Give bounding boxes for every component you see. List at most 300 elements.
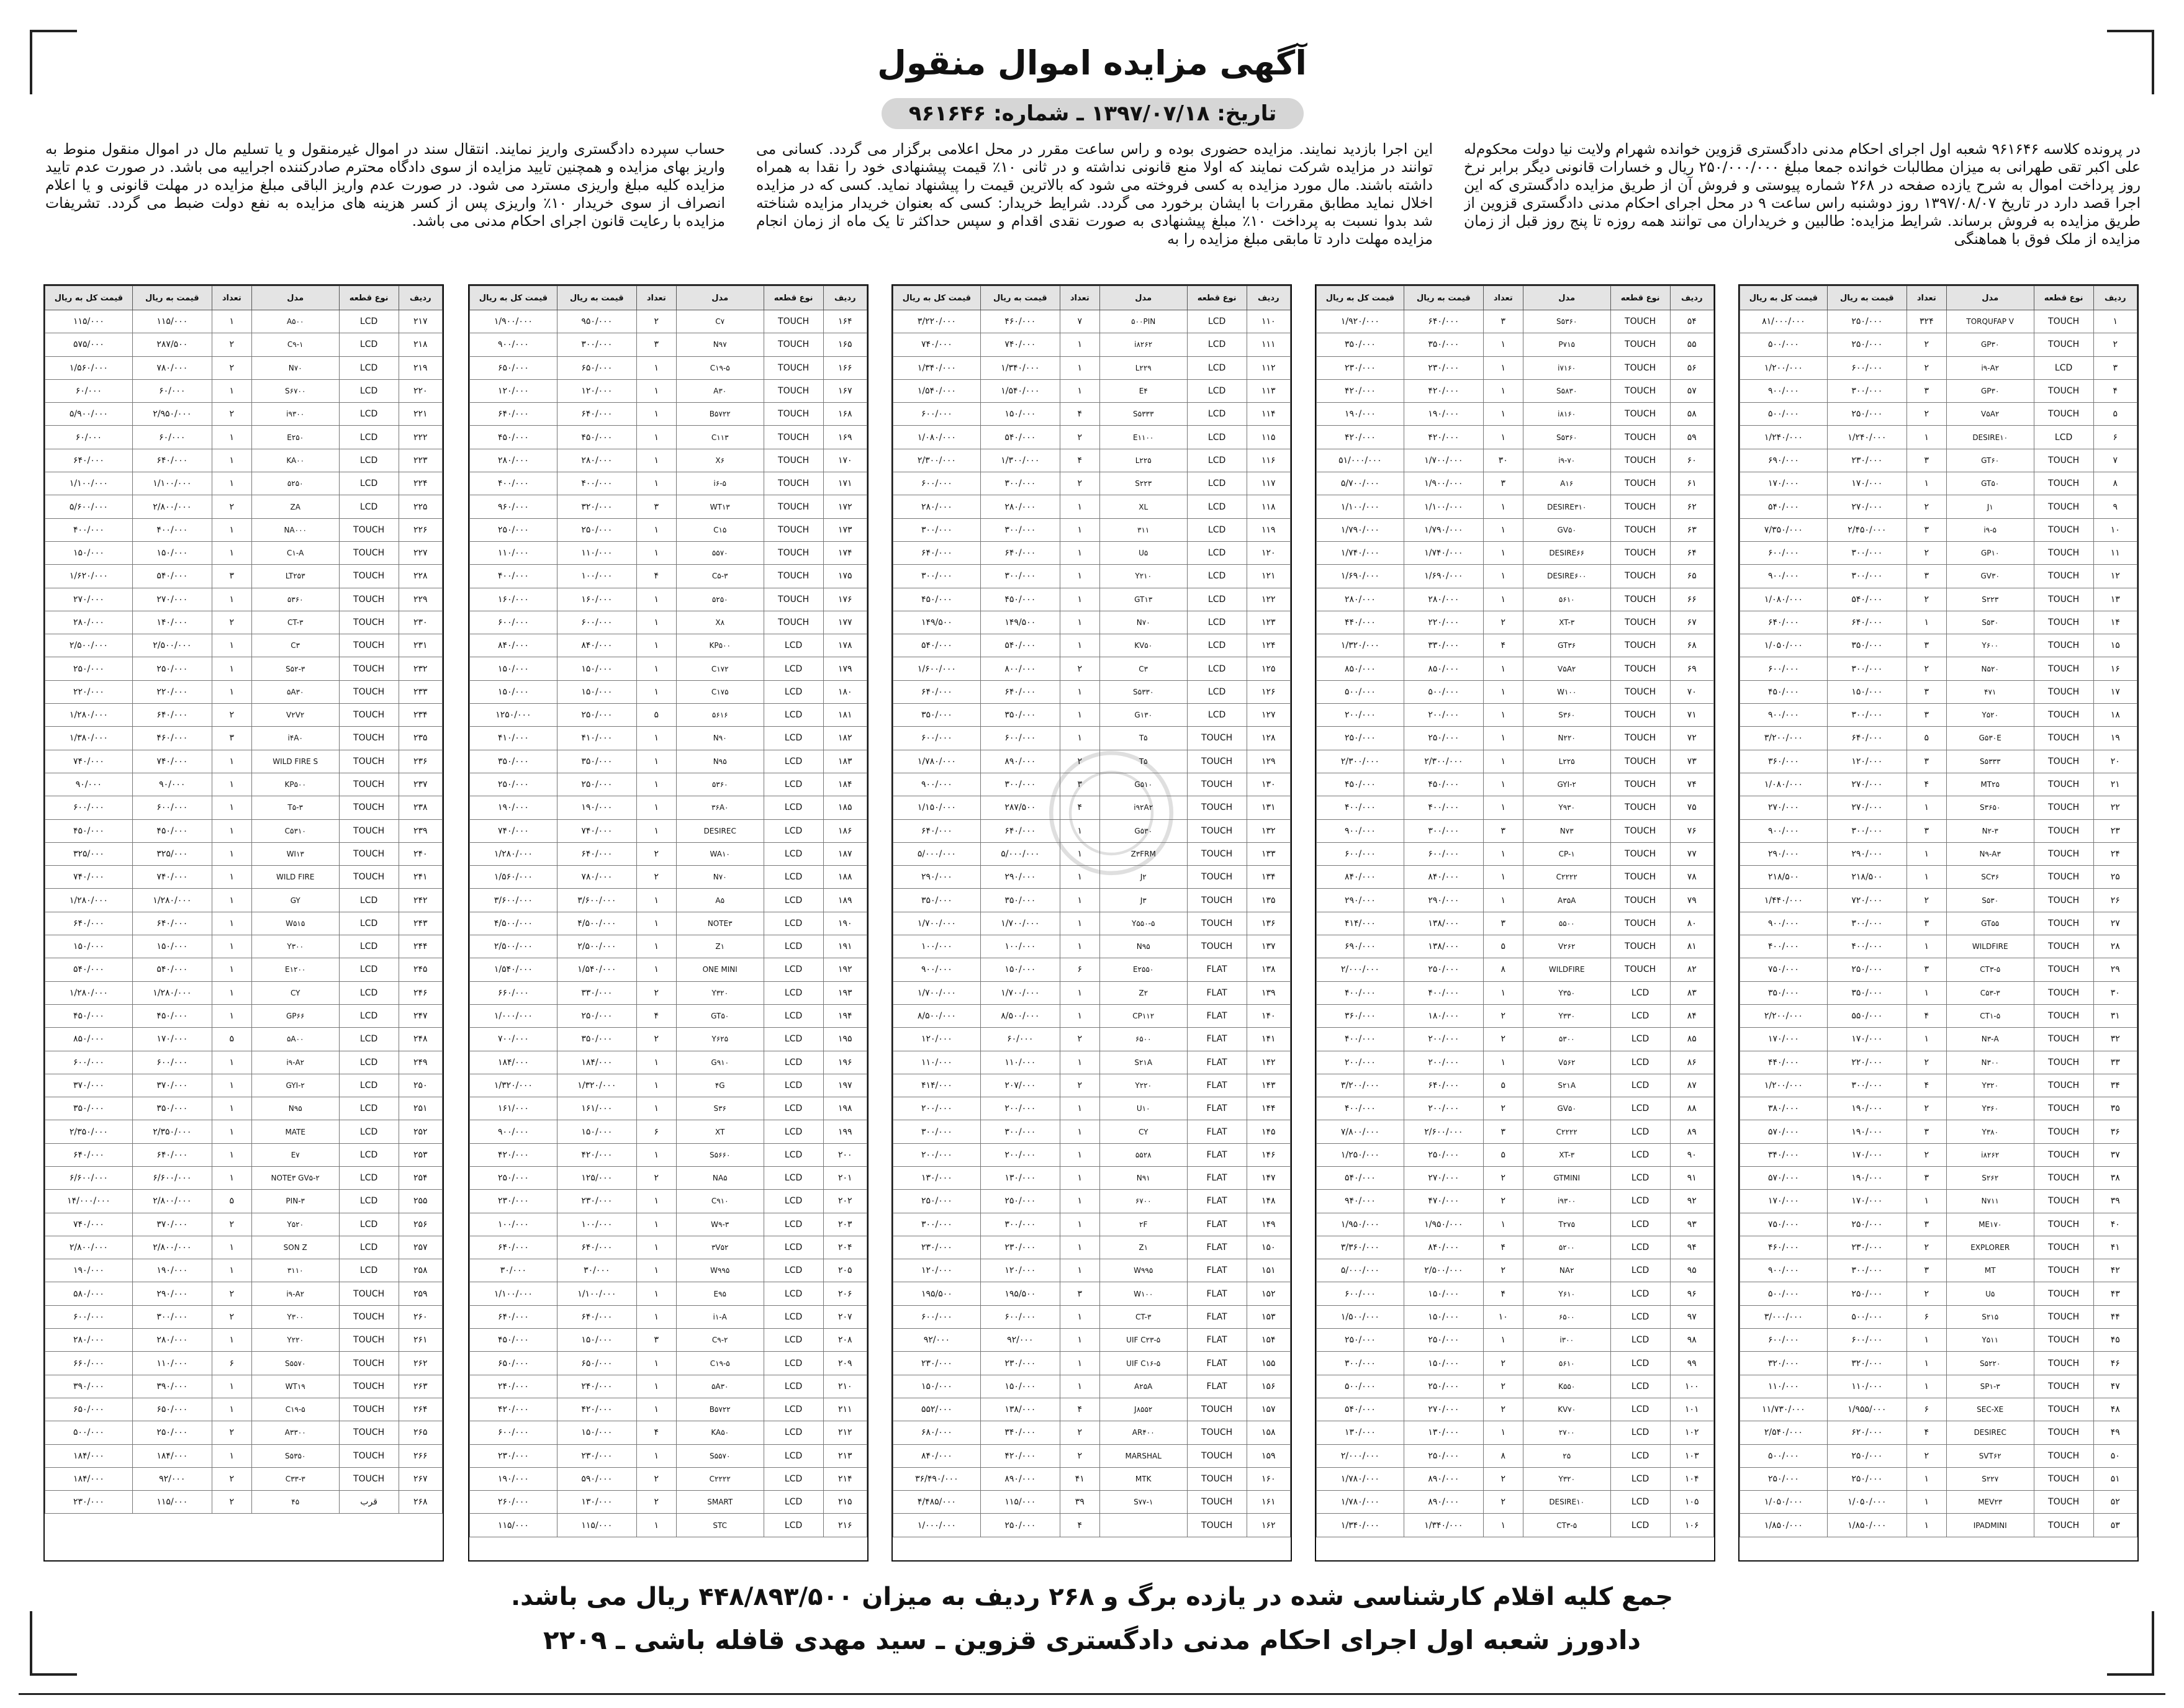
cell-type: TOUCH bbox=[339, 1398, 399, 1421]
cell-type: TOUCH bbox=[1187, 889, 1247, 912]
cell-row: ۱۴۵ bbox=[1247, 1120, 1290, 1143]
cell-type: TOUCH bbox=[2034, 1143, 2093, 1166]
cell-type: TOUCH bbox=[339, 842, 399, 865]
cell-row: ۱۰۴ bbox=[1670, 1467, 1713, 1490]
cell-row: ۲۶۵ bbox=[399, 1421, 442, 1444]
cell-model: S۲۶۲ bbox=[1946, 1166, 2034, 1189]
cell-type: TOUCH bbox=[1610, 912, 1670, 935]
cell-total-price: ۴۱۴/۰۰۰ bbox=[1317, 912, 1404, 935]
cell-total-price: ۱/۲۸۰/۰۰۰ bbox=[470, 842, 557, 865]
cell-unit-price: ۲/۳۵۰/۰۰۰ bbox=[132, 1120, 212, 1143]
cell-total-price: ۱/۱۰۰/۰۰۰ bbox=[470, 1282, 557, 1305]
table-row bbox=[1740, 773, 2137, 796]
cell-row: ۲۳۵ bbox=[399, 727, 442, 750]
table-row bbox=[1740, 796, 2137, 819]
table-row bbox=[45, 495, 443, 518]
table-row bbox=[1317, 796, 1714, 819]
cell-qty: ۴ bbox=[636, 565, 676, 588]
cell-row: ۱۰۵ bbox=[1670, 1491, 1713, 1514]
cell-total-price: ۴۲۰/۰۰۰ bbox=[470, 1398, 557, 1421]
cell-unit-price: ۱۲۰/۰۰۰ bbox=[1827, 750, 1906, 773]
cell-qty: ۲ bbox=[212, 1282, 251, 1305]
cell-total-price: ۴۱۰/۰۰۰ bbox=[470, 727, 557, 750]
cell-model: ۶۵۰۰ bbox=[1099, 1028, 1187, 1051]
cell-model: i۳۰۰ bbox=[1523, 1329, 1610, 1352]
cell-model: G۱۳۰ bbox=[1099, 704, 1187, 727]
cell-unit-price: ۱۵۰/۰۰۰ bbox=[557, 680, 636, 703]
table-row bbox=[1317, 1398, 1714, 1421]
table-row bbox=[1317, 634, 1714, 657]
cell-total-price: ۶۰۰/۰۰۰ bbox=[1317, 842, 1404, 865]
cell-total-price: ۳۰۰/۰۰۰ bbox=[893, 1120, 981, 1143]
table-row bbox=[893, 611, 1291, 634]
cell-row: ۱۰۰ bbox=[1670, 1375, 1713, 1398]
cell-row: ۲۲۹ bbox=[399, 588, 442, 611]
cell-unit-price: ۱۵۰/۰۰۰ bbox=[1404, 1305, 1483, 1328]
cell-model: W۹-۳ bbox=[676, 1213, 764, 1236]
cell-total-price: ۳۵۰/۰۰۰ bbox=[893, 704, 981, 727]
cell-row: ۱۳۶ bbox=[1247, 912, 1290, 935]
cell-model: Z۲ bbox=[1099, 981, 1187, 1004]
cell-total-price: ۱/۲۸۰/۰۰۰ bbox=[45, 704, 133, 727]
cell-model: LT۲۵۳ bbox=[251, 565, 339, 588]
cell-unit-price: ۹۰/۰۰۰ bbox=[132, 773, 212, 796]
cell-row: ۳ bbox=[2093, 356, 2137, 379]
cell-model: ZA bbox=[251, 495, 339, 518]
cell-type: TOUCH bbox=[1187, 866, 1247, 889]
cell-row: ۱۰ bbox=[2093, 518, 2137, 541]
cell-row: ۴۶ bbox=[2093, 1352, 2137, 1375]
cell-qty: ۱ bbox=[636, 1143, 676, 1166]
cell-unit-price: ۲/۸۰۰/۰۰۰ bbox=[132, 1190, 212, 1213]
table-row bbox=[45, 588, 443, 611]
cell-total-price: ۲۵۰/۰۰۰ bbox=[1317, 1329, 1404, 1352]
cell-model: J۸۵۵۲ bbox=[1099, 1398, 1187, 1421]
cell-model: C۱۱۳ bbox=[676, 426, 764, 449]
cell-unit-price: ۸/۵۰۰/۰۰۰ bbox=[980, 1004, 1060, 1027]
cell-total-price: ۴۰۰/۰۰۰ bbox=[1317, 1028, 1404, 1051]
cell-unit-price: ۶۰۰/۰۰۰ bbox=[980, 727, 1060, 750]
cell-unit-price: ۲۳۰/۰۰۰ bbox=[980, 1352, 1060, 1375]
column-header-row: ردیف bbox=[823, 286, 867, 310]
cell-total-price: ۲۰۰/۰۰۰ bbox=[893, 1143, 981, 1166]
cell-row: ۲۵۵ bbox=[399, 1190, 442, 1213]
cell-total-price: ۲۸۰/۰۰۰ bbox=[1317, 588, 1404, 611]
cell-row: ۲۴۰ bbox=[399, 842, 442, 865]
table-row bbox=[470, 1143, 867, 1166]
cell-row: ۲۰۱ bbox=[823, 1166, 867, 1189]
cell-model: N۳-A bbox=[1946, 1028, 2034, 1051]
cell-model: WI۱۳ bbox=[251, 842, 339, 865]
cell-qty: ۱ bbox=[636, 588, 676, 611]
cell-model: KP۵۰۰ bbox=[676, 634, 764, 657]
cell-qty: ۱ bbox=[1906, 426, 1946, 449]
cell-unit-price: ۶/۶۰۰/۰۰۰ bbox=[132, 1166, 212, 1189]
cell-model: Y۳۰۰ bbox=[251, 1305, 339, 1328]
cell-total-price: ۵۸۰/۰۰۰ bbox=[45, 1282, 133, 1305]
cell-type: LCD bbox=[339, 495, 399, 518]
cell-unit-price: ۱/۲۸۰/۰۰۰ bbox=[132, 889, 212, 912]
cell-model: i۸۲۶۲ bbox=[1946, 1143, 2034, 1166]
cell-type: LCD bbox=[764, 842, 823, 865]
cell-model: WILD FIRE S bbox=[251, 750, 339, 773]
table-row bbox=[470, 611, 867, 634]
cell-unit-price: ۲۵۰/۰۰۰ bbox=[557, 704, 636, 727]
cell-unit-price: ۱۴۰/۰۰۰ bbox=[132, 611, 212, 634]
cell-type: TOUCH bbox=[339, 819, 399, 842]
table-row bbox=[893, 1004, 1291, 1027]
cell-total-price: ۱۷۰/۰۰۰ bbox=[1740, 1028, 1828, 1051]
cell-total-price: ۱۵۰/۰۰۰ bbox=[893, 1375, 981, 1398]
cell-row: ۱۳۹ bbox=[1247, 981, 1290, 1004]
cell-model: N۷۳ bbox=[1523, 819, 1610, 842]
cell-total-price: ۱/۳۴۰/۰۰۰ bbox=[1317, 1514, 1404, 1537]
cell-model: ۳۱۱ bbox=[1099, 518, 1187, 541]
cell-unit-price: ۵۴۰/۰۰۰ bbox=[132, 565, 212, 588]
cell-qty: ۱ bbox=[1906, 1467, 1946, 1490]
cell-row: ۱۷۱ bbox=[823, 472, 867, 495]
table-row bbox=[470, 588, 867, 611]
cell-type: TOUCH bbox=[2034, 981, 2093, 1004]
cell-model: S۳۶۰ bbox=[1523, 704, 1610, 727]
cell-type: TOUCH bbox=[1187, 935, 1247, 958]
cell-type: TOUCH bbox=[2034, 1421, 2093, 1444]
cell-row: ۱۵۶ bbox=[1247, 1375, 1290, 1398]
cell-total-price: ۳۵۰/۰۰۰ bbox=[893, 889, 981, 912]
cell-model: S۲۱A bbox=[1099, 1051, 1187, 1074]
table-row bbox=[45, 1398, 443, 1421]
cell-model: T۲۷۵ bbox=[1523, 1213, 1610, 1236]
cell-total-price: ۱/۳۲۰/۰۰۰ bbox=[1317, 634, 1404, 657]
cell-unit-price: ۳۰۰/۰۰۰ bbox=[980, 565, 1060, 588]
table-row bbox=[45, 1282, 443, 1305]
cell-qty: ۴ bbox=[1906, 1421, 1946, 1444]
cell-total-price: ۱۷۰/۰۰۰ bbox=[1740, 1190, 1828, 1213]
cell-qty: ۱ bbox=[1483, 588, 1523, 611]
cell-total-price: ۲۷۰/۰۰۰ bbox=[45, 588, 133, 611]
cell-total-price: ۵۱/۰۰۰/۰۰۰ bbox=[1317, 449, 1404, 472]
cell-row: ۲۱۱ bbox=[823, 1398, 867, 1421]
cell-unit-price: ۲۹۰/۰۰۰ bbox=[980, 866, 1060, 889]
cell-model: Y۲۲۰ bbox=[251, 1329, 339, 1352]
cell-unit-price: ۱۹۰/۰۰۰ bbox=[1404, 403, 1483, 426]
cell-total-price: ۴۰۰/۰۰۰ bbox=[1317, 796, 1404, 819]
table-row bbox=[45, 680, 443, 703]
cell-model: CP۱۱۲ bbox=[1099, 1004, 1187, 1027]
cell-model: i۷۱۶۰ bbox=[1523, 356, 1610, 379]
cell-row: ۸۰ bbox=[1670, 912, 1713, 935]
cell-row: ۱۷۳ bbox=[823, 518, 867, 541]
table-row bbox=[470, 495, 867, 518]
cell-model: GV۵۰ bbox=[1523, 518, 1610, 541]
cell-row: ۲۶۳ bbox=[399, 1375, 442, 1398]
cell-unit-price: ۱۱۰/۰۰۰ bbox=[1827, 1375, 1906, 1398]
cell-unit-price: ۱۷۰/۰۰۰ bbox=[1827, 1143, 1906, 1166]
cell-row: ۶۰ bbox=[1670, 449, 1713, 472]
cell-row: ۱۴۸ bbox=[1247, 1190, 1290, 1213]
cell-unit-price: ۶۰۰/۰۰۰ bbox=[1404, 842, 1483, 865]
table-row bbox=[893, 1421, 1291, 1444]
cell-row: ۳۵ bbox=[2093, 1097, 2137, 1120]
cell-total-price: ۷۴۰/۰۰۰ bbox=[470, 819, 557, 842]
cell-model: C۲۲۲۲ bbox=[1523, 1120, 1610, 1143]
table-row bbox=[45, 1004, 443, 1027]
cell-model: T۵ bbox=[1099, 750, 1187, 773]
cell-model: S۵۳۵۰ bbox=[251, 1444, 339, 1467]
cell-model: S۲۲۳ bbox=[1099, 472, 1187, 495]
cell-total-price: ۶۴۰/۰۰۰ bbox=[45, 1143, 133, 1166]
cell-qty: ۱ bbox=[1483, 565, 1523, 588]
table-row bbox=[1740, 1491, 2137, 1514]
cell-qty: ۱ bbox=[636, 680, 676, 703]
cell-type: TOUCH bbox=[339, 796, 399, 819]
cell-row: ۹۶ bbox=[1670, 1282, 1713, 1305]
table-row bbox=[1740, 1051, 2137, 1074]
cell-type: TOUCH bbox=[1187, 796, 1247, 819]
cell-qty: ۴ bbox=[1483, 634, 1523, 657]
cell-qty: ۱ bbox=[1483, 680, 1523, 703]
cell-row: ۱۷۰ bbox=[823, 449, 867, 472]
cell-row: ۱۳۳ bbox=[1247, 842, 1290, 865]
cell-row: ۵۰ bbox=[2093, 1444, 2137, 1467]
cell-type: LCD bbox=[764, 912, 823, 935]
cell-model: Y۵۲۰ bbox=[1946, 704, 2034, 727]
cell-row: ۴۸ bbox=[2093, 1398, 2137, 1421]
cell-total-price: ۶۰۰/۰۰۰ bbox=[470, 1421, 557, 1444]
cell-unit-price: ۴۵۰/۰۰۰ bbox=[132, 819, 212, 842]
cell-type: TOUCH bbox=[1187, 912, 1247, 935]
cell-total-price: ۱/۳۲۰/۰۰۰ bbox=[470, 1074, 557, 1097]
cell-row: ۵۶ bbox=[1670, 356, 1713, 379]
cell-row: ۴۴ bbox=[2093, 1305, 2137, 1328]
cell-unit-price: ۲۵۰/۰۰۰ bbox=[1404, 1329, 1483, 1352]
cell-unit-price: ۱۱۰/۰۰۰ bbox=[557, 541, 636, 564]
cell-unit-price: ۲۵۰/۰۰۰ bbox=[1827, 1282, 1906, 1305]
cell-qty: ۱ bbox=[636, 403, 676, 426]
cell-type: TOUCH bbox=[2034, 657, 2093, 680]
table-row bbox=[893, 333, 1291, 356]
cell-qty: ۱ bbox=[212, 518, 251, 541]
cell-row: ۱۷۷ bbox=[823, 611, 867, 634]
cell-type: TOUCH bbox=[1610, 773, 1670, 796]
cell-total-price: ۱۹۵/۵۰۰ bbox=[893, 1282, 981, 1305]
cell-type: TOUCH bbox=[339, 657, 399, 680]
cell-qty: ۳۹ bbox=[1060, 1491, 1099, 1514]
cell-unit-price: ۲۷۰/۰۰۰ bbox=[1404, 1166, 1483, 1189]
cell-qty: ۲ bbox=[1906, 495, 1946, 518]
cell-model: CT۱-۵ bbox=[1946, 1004, 2034, 1027]
cell-total-price: ۶۰۰/۰۰۰ bbox=[893, 472, 981, 495]
cell-unit-price: ۱۵۰/۰۰۰ bbox=[557, 657, 636, 680]
cell-qty: ۱ bbox=[1060, 588, 1099, 611]
table-row bbox=[893, 472, 1291, 495]
cell-row: ۱۲۷ bbox=[1247, 704, 1290, 727]
cell-type: TOUCH bbox=[339, 541, 399, 564]
cell-model: V۲۶۲ bbox=[1523, 935, 1610, 958]
table-row bbox=[470, 1259, 867, 1282]
cell-row: ۳۶ bbox=[2093, 1120, 2137, 1143]
cell-unit-price: ۱۵۰/۰۰۰ bbox=[1827, 680, 1906, 703]
cell-model: GY bbox=[251, 889, 339, 912]
cell-row: ۲۰۰ bbox=[823, 1143, 867, 1166]
cell-type: TOUCH bbox=[339, 565, 399, 588]
cell-model: GT۵۰ bbox=[1946, 472, 2034, 495]
cell-type: LCD bbox=[339, 333, 399, 356]
cell-model: S۵۳۶۰ bbox=[1523, 426, 1610, 449]
cell-type: TOUCH bbox=[1610, 657, 1670, 680]
cell-type: TOUCH bbox=[2034, 1097, 2093, 1120]
cell-unit-price: ۳۰۰/۰۰۰ bbox=[132, 1305, 212, 1328]
cell-model: KV۵۰ bbox=[1099, 634, 1187, 657]
table-row bbox=[470, 1166, 867, 1189]
cell-type: TOUCH bbox=[764, 611, 823, 634]
table-row bbox=[1740, 819, 2137, 842]
cell-qty: ۲ bbox=[1483, 1375, 1523, 1398]
cell-model: C۱۹-۵ bbox=[251, 1398, 339, 1421]
cell-unit-price: ۴۲۰/۰۰۰ bbox=[1404, 379, 1483, 402]
cell-row: ۲۵۶ bbox=[399, 1213, 442, 1236]
cell-total-price: ۴۵۰/۰۰۰ bbox=[470, 1329, 557, 1352]
cell-unit-price: ۲۵۰/۰۰۰ bbox=[980, 1514, 1060, 1537]
cell-row: ۲۵۱ bbox=[399, 1097, 442, 1120]
cell-model: DESIRE۶۰۰ bbox=[1523, 565, 1610, 588]
table-row bbox=[893, 1305, 1291, 1328]
cell-total-price: ۱۴/۰۰۰/۰۰۰ bbox=[45, 1190, 133, 1213]
cell-total-price: ۹۰/۰۰۰ bbox=[45, 773, 133, 796]
cell-unit-price: ۶۵۰/۰۰۰ bbox=[557, 1352, 636, 1375]
table-row bbox=[470, 565, 867, 588]
cell-unit-price: ۲۷۰/۰۰۰ bbox=[1827, 796, 1906, 819]
cell-unit-price: ۱/۶۹۰/۰۰۰ bbox=[1404, 565, 1483, 588]
cell-total-price: ۸۱/۰۰۰/۰۰۰ bbox=[1740, 310, 1828, 333]
cell-total-price: ۱/۷۹۰/۰۰۰ bbox=[1317, 518, 1404, 541]
cell-type: TOUCH bbox=[2034, 565, 2093, 588]
cell-model: E۲۵۰ bbox=[251, 426, 339, 449]
table-row bbox=[893, 1352, 1291, 1375]
cell-type: FLAT bbox=[1187, 981, 1247, 1004]
table-row bbox=[1740, 981, 2137, 1004]
cell-row: ۲۳۴ bbox=[399, 704, 442, 727]
cell-unit-price: ۵۴۰/۰۰۰ bbox=[980, 634, 1060, 657]
cell-model: Y۲۱۰ bbox=[1099, 565, 1187, 588]
table-row bbox=[1740, 611, 2137, 634]
cell-type: TOUCH bbox=[1187, 819, 1247, 842]
table-row bbox=[1740, 1398, 2137, 1421]
cell-unit-price: ۸۹۰/۰۰۰ bbox=[1404, 1491, 1483, 1514]
cell-type: TOUCH bbox=[764, 310, 823, 333]
cell-total-price: ۱/۵۴۰/۰۰۰ bbox=[470, 958, 557, 981]
cell-type: TOUCH bbox=[1610, 611, 1670, 634]
cell-row: ۱۷۸ bbox=[823, 634, 867, 657]
cell-qty: ۱ bbox=[1060, 889, 1099, 912]
table-row bbox=[470, 1213, 867, 1236]
cell-qty: ۱ bbox=[1483, 773, 1523, 796]
cell-qty: ۱ bbox=[212, 1375, 251, 1398]
cell-type: LCD bbox=[339, 958, 399, 981]
cell-type: FLAT bbox=[1187, 1213, 1247, 1236]
cell-model: i۹۲A۲ bbox=[1099, 796, 1187, 819]
cell-row: ۳۴ bbox=[2093, 1074, 2137, 1097]
cell-unit-price: ۶۴۰/۰۰۰ bbox=[980, 541, 1060, 564]
cell-model: N۹۱ bbox=[1099, 1166, 1187, 1189]
cell-model: CT۳-۵ bbox=[1946, 958, 2034, 981]
cell-total-price: ۶۴۰/۰۰۰ bbox=[45, 912, 133, 935]
cell-unit-price: ۱/۹۵۵/۰۰۰ bbox=[1827, 1398, 1906, 1421]
cell-total-price: ۲/۳۵۰/۰۰۰ bbox=[45, 1120, 133, 1143]
cell-model: ۵۰۰PIN bbox=[1099, 310, 1187, 333]
cell-total-price: ۳۷۰/۰۰۰ bbox=[45, 1074, 133, 1097]
cell-row: ۷۱ bbox=[1670, 704, 1713, 727]
cell-total-price: ۲۸۰/۰۰۰ bbox=[893, 495, 981, 518]
table-row bbox=[893, 1190, 1291, 1213]
cell-qty: ۵ bbox=[1483, 1143, 1523, 1166]
table-row bbox=[470, 680, 867, 703]
cell-total-price: ۹۰۰/۰۰۰ bbox=[1740, 565, 1828, 588]
cell-qty: ۵ bbox=[1483, 1074, 1523, 1097]
cell-qty: ۳ bbox=[1906, 680, 1946, 703]
cell-qty: ۱ bbox=[212, 1097, 251, 1120]
cell-total-price: ۲/۵۰۰/۰۰۰ bbox=[45, 634, 133, 657]
cell-model: V۵۶۲ bbox=[1523, 1051, 1610, 1074]
cell-row: ۱۴۳ bbox=[1247, 1074, 1290, 1097]
cell-unit-price: ۱۸۰/۰۰۰ bbox=[1404, 1004, 1483, 1027]
cell-model: GT۶۰ bbox=[1946, 449, 2034, 472]
cell-row: ۷۸ bbox=[1670, 866, 1713, 889]
cell-type: TOUCH bbox=[2034, 333, 2093, 356]
column-header-type: نوع قطعه bbox=[1187, 286, 1247, 310]
cell-total-price: ۱۴۹/۵۰۰ bbox=[893, 611, 981, 634]
cell-total-price: ۲۵۰/۰۰۰ bbox=[470, 773, 557, 796]
cell-total-price: ۳۰۰/۰۰۰ bbox=[893, 518, 981, 541]
cell-qty: ۱ bbox=[212, 1236, 251, 1259]
cell-qty: ۱ bbox=[636, 379, 676, 402]
cell-qty: ۱ bbox=[1483, 1421, 1523, 1444]
cell-type: TOUCH bbox=[1610, 750, 1670, 773]
cell-total-price: ۹۴۰/۰۰۰ bbox=[1317, 1190, 1404, 1213]
table-row bbox=[470, 310, 867, 333]
cell-qty: ۶ bbox=[1906, 1305, 1946, 1328]
cell-unit-price: ۲/۳۰۰/۰۰۰ bbox=[1404, 750, 1483, 773]
cell-total-price: ۳۰۰/۰۰۰ bbox=[893, 565, 981, 588]
table-row bbox=[1317, 704, 1714, 727]
cell-model: DESIRE۳۱۰ bbox=[1523, 495, 1610, 518]
cell-row: ۲۵۲ bbox=[399, 1120, 442, 1143]
cell-total-price: ۴۵۰/۰۰۰ bbox=[893, 588, 981, 611]
cell-unit-price: ۱۵۰/۰۰۰ bbox=[132, 935, 212, 958]
cell-model: KP۵۰۰ bbox=[251, 773, 339, 796]
table-row bbox=[1740, 842, 2137, 865]
cell-qty: ۱ bbox=[1483, 866, 1523, 889]
table-row bbox=[1317, 541, 1714, 564]
cell-row: ۲۲۳ bbox=[399, 449, 442, 472]
cell-model: ۵۵۲۸ bbox=[1099, 1143, 1187, 1166]
cell-total-price: ۴۱۴/۰۰۰ bbox=[893, 1074, 981, 1097]
table-row bbox=[893, 750, 1291, 773]
cell-unit-price: ۴۵۰/۰۰۰ bbox=[980, 588, 1060, 611]
cell-type: LCD bbox=[1187, 426, 1247, 449]
cell-model: W۵۱۵ bbox=[251, 912, 339, 935]
table-row bbox=[45, 472, 443, 495]
cell-row: ۲۰۹ bbox=[823, 1352, 867, 1375]
cell-qty: ۱ bbox=[1060, 1305, 1099, 1328]
cell-type: TOUCH bbox=[2034, 495, 2093, 518]
cell-type: TOUCH bbox=[1187, 842, 1247, 865]
cell-unit-price: ۸۰۰/۰۰۰ bbox=[980, 657, 1060, 680]
cell-type: TOUCH bbox=[2034, 680, 2093, 703]
cell-unit-price: ۵۴۰/۰۰۰ bbox=[980, 426, 1060, 449]
cell-qty: ۲ bbox=[636, 842, 676, 865]
cell-type: TOUCH bbox=[339, 1282, 399, 1305]
